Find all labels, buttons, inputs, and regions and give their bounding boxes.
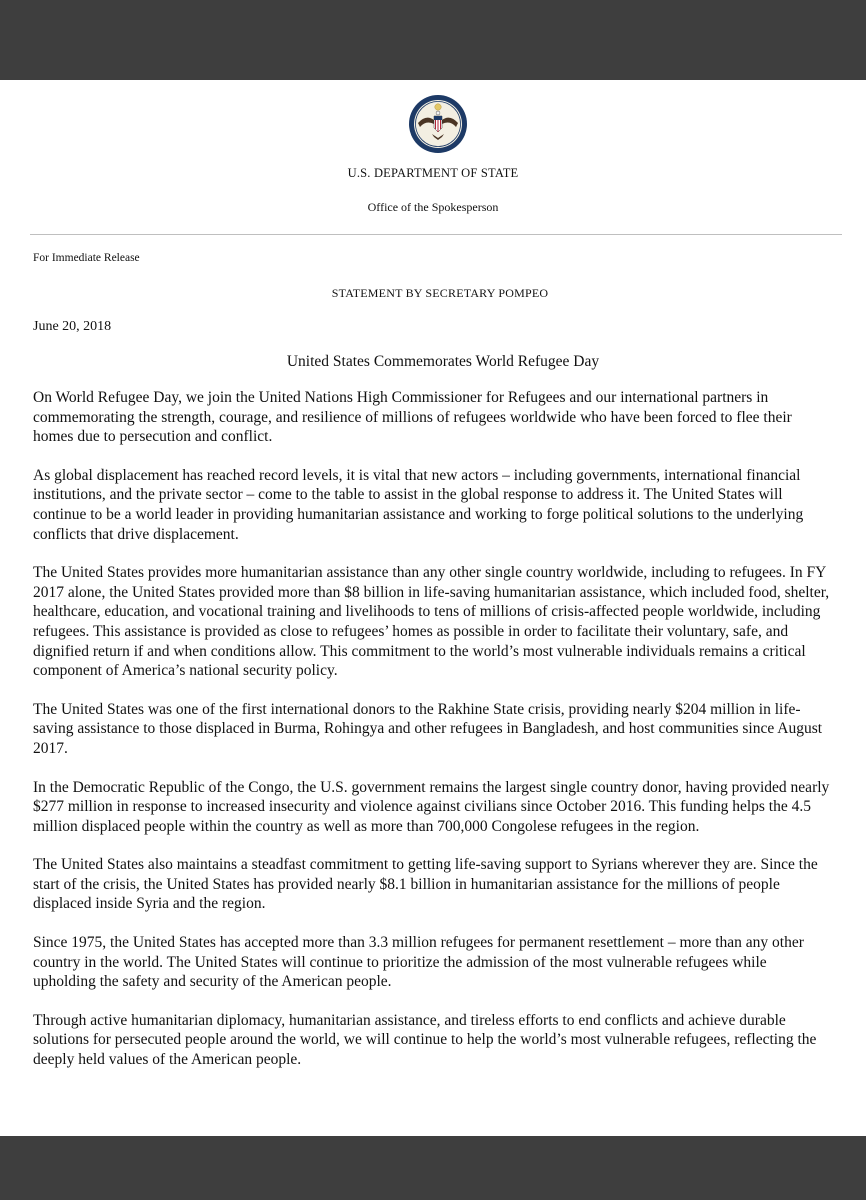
paragraph-2: As global displacement has reached record levels, it is vital that new actors – including governments, international financial institutions, and the private sector – come to the table to assist in the global response to address it. The United States will continue to be a world leader in providing humanitarian assistance and working to forge political solutions to the underlying conflicts that drive displacement.	[33, 466, 804, 543]
top-dark-bar	[0, 0, 866, 80]
statement-title: United States Commemorates World Refugee Day	[286, 353, 600, 370]
release-notice: For Immediate Release	[33, 252, 140, 264]
paragraph-7: Since 1975, the United States has accepted more than 3.3 million refugees for permanent resettlement – more than any other country in the world. The United States will continue to prioritize the admission of the most vulnerable refugees while upholding the safety and security of the American people.	[33, 934, 804, 991]
press-release-page	[0, 80, 866, 1136]
paragraph-3: The United States provides more humanitarian assistance than any other single country worldwide, including to refugees. In FY 2017 alone, the United States provided more than $8 billion in life-saving humanitarian assistance, which included food, shelter, healthcare, education, and vocational training and livelihoods to tens of millions of crisis-affected people worldwide, including refugees. This assistance is provided as close to refugees’ homes as possible in order to facilitate their voluntary, safe, and dignified return if and when conditions allow. This commitment to the world’s most vulnerable individuals remains a critical component of America’s national security policy.	[33, 564, 830, 680]
paragraph-8: Through active humanitarian diplomacy, humanitarian assistance, and tireless efforts to end conflicts and achieve durable solutions for persecuted people around the world, we will continue to help the world’s most vulnerable refugees, reflecting the deeply held values of the American people.	[33, 1011, 817, 1069]
paragraph-6: The United States also maintains a steadfast commitment to getting life-saving support to Syrians wherever they are. Since the start of the crisis, the United States has provided nearly $8.1 billion in humanitarian assistance for the millions of people displaced inside Syria and the region.	[33, 856, 818, 913]
statement-byline: STATEMENT BY SECRETARY POMPEO	[331, 286, 549, 300]
paragraph-1: On World Refugee Day, we join the United Nations High Commissioner for Refugees and our international partners in commemorating the strength, courage, and resilience of millions of refugees worldwide who have been forced to flee their homes due to persecution and conflict.	[33, 389, 792, 446]
statement-body	[33, 388, 833, 1089]
paragraph-4: The United States was one of the first international donors to the Rakhine State crisis, providing nearly $204 million in life-saving assistance to those displaced in Burma, Rohingya and other refugees in Bangladesh, and host communities since August 2017.	[33, 700, 823, 757]
release-date: June 20, 2018	[33, 319, 112, 334]
header-divider	[30, 234, 842, 235]
department-of-state-seal-icon	[408, 94, 468, 154]
office-name: Office of the Spokesperson	[367, 200, 499, 214]
department-name: U.S. DEPARTMENT OF STATE	[347, 166, 519, 180]
paragraph-5: In the Democratic Republic of the Congo, the U.S. government remains the largest single country donor, having provided nearly $277 million in response to increased insecurity and violence against civilians since October 2016. This funding helps the 4.5 million displaced people within the country as well as more than 700,000 Congolese refugees in the region.	[33, 778, 830, 835]
bottom-dark-bar	[0, 1136, 866, 1200]
